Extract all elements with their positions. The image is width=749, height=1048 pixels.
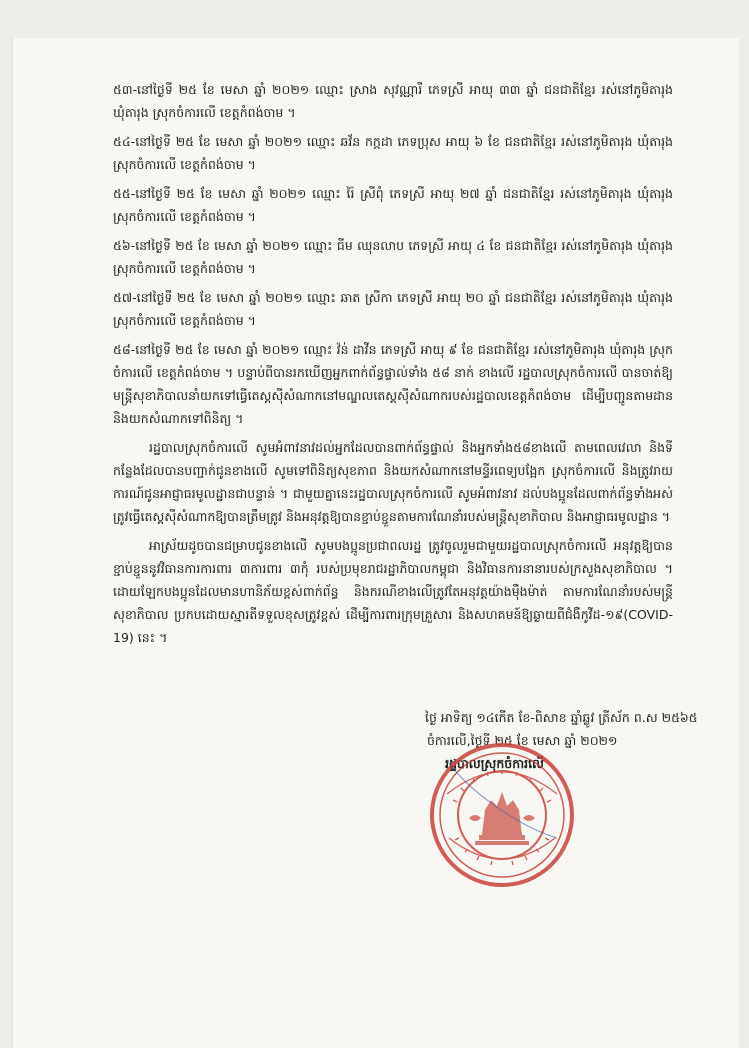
case-entry-53: ៥៣-នៅថ្ងៃទី ២៥ ខែ មេសា ឆ្នាំ ២០២១ ឈ្មោះ ស្រាង សុវណ្ណារី ភេទស្រី អាយុ ៣៣ ឆ្នាំ ជនជាតិខ្មែរ រស់នៅភូមិតារុង ឃុំតារុង ស្រុកចំការលើ ខេត្តកំពង់ចាម ។: [113, 82, 673, 120]
document-body: [113, 78, 673, 655]
solar-date: ចំការលើ,ថ្ងៃទី ២៥ ខែ មេសា ឆ្នាំ ២០២១: [427, 733, 618, 748]
case-entry-58: ៥៨-នៅថ្ងៃទី ២៥ ខែ មេសា ឆ្នាំ ២០២១ ឈ្មោះ វ៉ន់ ដាវីន ភេទស្រី អាយុ ៩ ខែ ជនជាតិខ្មែរ រស់នៅភូមិតារុង ឃុំតារុង ស្រុកចំការលើ ខេត្តកំពង់ចាម ។ បន្ទាប់ពីបានរកឃើញអ្នកពាក់ព័ន្ធផ្ទាល់ទាំង ៥៨ នាក់ ខាងលើ រដ្ឋបាលស្រុកចំការលើ បានចាត់ឱ្យមន្ត្រីសុខាភិបាលនាំយកទៅធ្វើតេស្តស៊ីសំណាកនៅមណ្ឌលតេស្តស៊ីសំណាករបស់រដ្ឋបាលខេត្តកំពង់ចាម ដើម្បីបញ្ជូនតាមដាន និងយកសំណាកទៅពិនិត្យ ។: [113, 342, 673, 426]
appeal-paragraph: រដ្ឋបាលស្រុកចំការលើ សូមអំពាវនាវដល់អ្នកដែលបានពាក់ព័ន្ធផ្ទាល់ និងអ្នកទាំង៥៨ខាងលើ តាមពេលវេលា និងទីកន្លែងដែលបានបញ្ជាក់ជូនខាងលើ សូមទៅពិនិត្យសុខភាព និងយកសំណាកនៅមន្ទីរពេទ្យបង្អែក ស្រុកចំការលើ និងត្រូវរាយការណ៍ជូនអាជ្ញាធរមូលដ្ឋានជាបន្ទាន់ ។ ជាមួយគ្នានេះរដ្ឋបាលស្រុកចំការលើ សូមអំពាវនាវ ដល់បងប្អូនដែលពាក់ព័ន្ធទាំងអស់ត្រូវធ្វើតេស្តស៊ីសំណាកឱ្យបានត្រឹមត្រូវ និងអនុវត្តឱ្យបានខ្ជាប់ខ្ជួនតាមការណែនាំរបស់មន្ត្រីសុខាភិបាល និងអាជ្ញាធរមូលដ្ឋាន ។: [113, 440, 673, 524]
official-seal-stamp: [427, 740, 577, 890]
lunar-date: ថ្ងៃ អាទិត្យ ១៤កើត ខែ-ពិសាខ ឆ្នាំឆ្លូវ ត្រីស័ក ព.ស ២៥៦៥: [425, 710, 698, 725]
signer-title: រដ្ឋបាលស្រុកចំការលើ: [445, 756, 544, 771]
closing-paragraph: អាស្រ័យដូចបានជម្រាបជូនខាងលើ សូមបងប្អូនប្រជាពលរដ្ឋ ត្រូវចូលរួមជាមួយរដ្ឋបាលស្រុកចំការលើ អនុវត្តឱ្យបានខ្ជាប់ខ្ជួននូវវិធានការការពារ ៣ការពារ ៣កុំ របស់ប្រមុខរាជរដ្ឋាភិបាលកម្ពុជា និងវិធានការនានារបស់ក្រសួងសុខាភិបាល ។ ដោយឡែកបងប្អូនដែលមានហានិភ័យខ្ពស់ពាក់ព័ន្ធ និងករណីខាងលើត្រូវតែអនុវត្តយ៉ាងម៉ឺងម៉ាត់ តាមការណែនាំរបស់មន្ត្រីសុខាភិបាល ប្រកបដោយស្មារតីទទួលខុសត្រូវខ្ពស់ ដើម្បីការពារក្រុមគ្រួសារ និងសហគមន៍ឱ្យឆ្ងាយពីជំងឺកូវីដ-១៩(COVID-19) នេះ ។: [113, 538, 673, 645]
case-entry-56: ៥៦-នៅថ្ងៃទី ២៥ ខែ មេសា ឆ្នាំ ២០២១ ឈ្មោះ ធីម ឈុនលាប ភេទស្រី អាយុ ៤ ខែ ជនជាតិខ្មែរ រស់នៅភូមិតារុង ឃុំតារុង ស្រុកចំការលើ ខេត្តកំពង់ចាម ។: [113, 238, 673, 276]
case-entry-57: ៥៧-នៅថ្ងៃទី ២៥ ខែ មេសា ឆ្នាំ ២០២១ ឈ្មោះ ឆាត ស្រីកា ភេទស្រី អាយុ ២០ ឆ្នាំ ជនជាតិខ្មែរ រស់នៅភូមិតារុង ឃុំតារុង ស្រុកចំការលើ ខេត្តកំពង់ចាម ។: [113, 290, 673, 328]
case-entry-55: ៥៥-នៅថ្ងៃទី ២៥ ខែ មេសា ឆ្នាំ ២០២១ ឈ្មោះ រ៉ៃ ស្រីពុំ ភេទស្រី អាយុ ២៧ ឆ្នាំ ជនជាតិខ្មែរ រស់នៅភូមិតារុង ឃុំតារុង ស្រុកចំការលើ ខេត្តកំពង់ចាម ។: [113, 186, 673, 224]
document-page: [12, 38, 739, 1048]
case-entry-54: ៥៤-នៅថ្ងៃទី ២៥ ខែ មេសា ឆ្នាំ ២០២១ ឈ្មោះ ឆវ័ន កក្កដា ភេទប្រុស អាយុ ៦ ខែ ជនជាតិខ្មែរ រស់នៅភូមិតារុង ឃុំតារុង ស្រុកចំការលើ ខេត្តកំពង់ចាម ។: [113, 134, 673, 172]
